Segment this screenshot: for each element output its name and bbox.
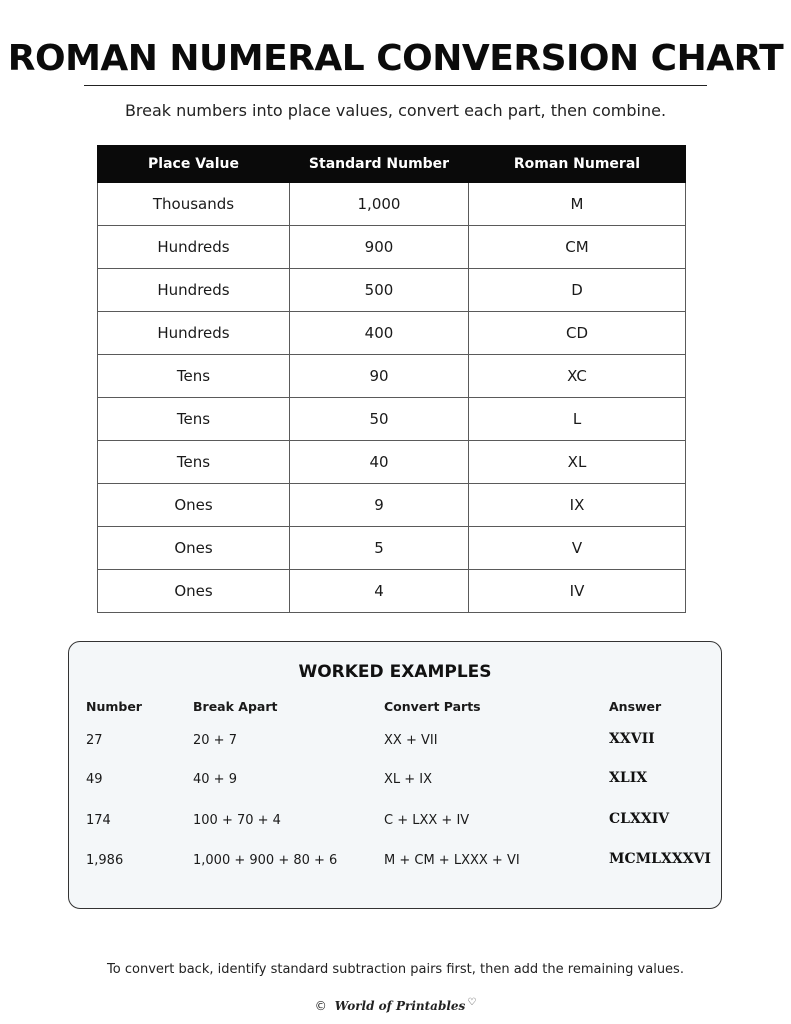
example-answer: MCMLXXXVI <box>609 851 711 867</box>
brand-footer <box>0 997 791 1013</box>
worked-examples-panel <box>68 641 722 909</box>
place-value-cell: Hundreds <box>98 269 290 312</box>
examples-header-convert-parts: Convert Parts <box>384 699 481 714</box>
example-break-apart: 20 + 7 <box>193 733 237 748</box>
place-value-cell: Tens <box>98 398 290 441</box>
roman-numeral-cell: D <box>469 269 686 312</box>
examples-header-break-apart: Break Apart <box>193 699 278 714</box>
column-header-roman-numeral: Roman Numeral <box>469 146 686 183</box>
table-header-row <box>98 146 686 183</box>
standard-number-cell: 1,000 <box>290 183 469 226</box>
place-value-cell: Ones <box>98 527 290 570</box>
table-row <box>98 183 686 226</box>
standard-number-cell: 9 <box>290 484 469 527</box>
table-row <box>98 355 686 398</box>
example-break-apart: 40 + 9 <box>193 772 237 787</box>
column-header-place-value: Place Value <box>98 146 290 183</box>
example-break-apart: 100 + 70 + 4 <box>193 813 281 828</box>
standard-number-cell: 5 <box>290 527 469 570</box>
standard-number-cell: 900 <box>290 226 469 269</box>
place-value-cell: Thousands <box>98 183 290 226</box>
worked-examples-title: WORKED EXAMPLES <box>298 662 492 682</box>
roman-numeral-cell: M <box>469 183 686 226</box>
example-convert-parts: C + LXX + IV <box>384 813 470 828</box>
examples-header-number: Number <box>86 699 142 714</box>
standard-number-cell: 500 <box>290 269 469 312</box>
heart-icon: ♡ <box>467 997 477 1008</box>
standard-number-cell: 400 <box>290 312 469 355</box>
title-divider <box>84 85 707 86</box>
examples-header-answer: Answer <box>609 699 662 714</box>
table-row <box>98 398 686 441</box>
place-value-cell: Hundreds <box>98 312 290 355</box>
example-convert-parts: XX + VII <box>384 733 438 748</box>
roman-numeral-cell: CD <box>469 312 686 355</box>
place-value-cell: Tens <box>98 355 290 398</box>
roman-numeral-cell: XC <box>469 355 686 398</box>
table-row <box>98 312 686 355</box>
place-value-cell: Ones <box>98 570 290 613</box>
page-title: ROMAN NUMERAL CONVERSION CHART <box>7 38 784 79</box>
example-number: 49 <box>86 772 103 787</box>
table-row <box>98 441 686 484</box>
table-row <box>98 484 686 527</box>
roman-numeral-cell: IV <box>469 570 686 613</box>
place-value-cell: Ones <box>98 484 290 527</box>
column-header-standard-number: Standard Number <box>290 146 469 183</box>
table-row <box>98 527 686 570</box>
brand-logo: World of Printables <box>334 999 466 1013</box>
example-answer: CLXXIV <box>609 811 670 827</box>
roman-numeral-cell: XL <box>469 441 686 484</box>
table-row <box>98 570 686 613</box>
example-break-apart: 1,000 + 900 + 80 + 6 <box>193 853 338 868</box>
copyright-symbol: © <box>314 999 327 1013</box>
example-convert-parts: XL + IX <box>384 772 433 787</box>
example-answer: XLIX <box>609 770 648 786</box>
standard-number-cell: 40 <box>290 441 469 484</box>
roman-numeral-cell: V <box>469 527 686 570</box>
table-row <box>98 269 686 312</box>
example-number: 27 <box>86 733 103 748</box>
roman-numeral-cell: L <box>469 398 686 441</box>
table-row <box>98 226 686 269</box>
page-subtitle: Break numbers into place values, convert each part, then combine. <box>124 101 667 120</box>
standard-number-cell: 90 <box>290 355 469 398</box>
place-value-cell: Hundreds <box>98 226 290 269</box>
footer-note: To convert back, identify standard subtraction pairs first, then add the remaining values. <box>107 962 684 977</box>
roman-numeral-cell: IX <box>469 484 686 527</box>
conversion-table <box>97 145 686 613</box>
example-number: 174 <box>86 813 111 828</box>
example-answer: XXVII <box>609 731 655 747</box>
roman-numeral-cell: CM <box>469 226 686 269</box>
example-convert-parts: M + CM + LXXX + VI <box>384 853 520 868</box>
example-number: 1,986 <box>86 853 124 868</box>
standard-number-cell: 50 <box>290 398 469 441</box>
standard-number-cell: 4 <box>290 570 469 613</box>
place-value-cell: Tens <box>98 441 290 484</box>
